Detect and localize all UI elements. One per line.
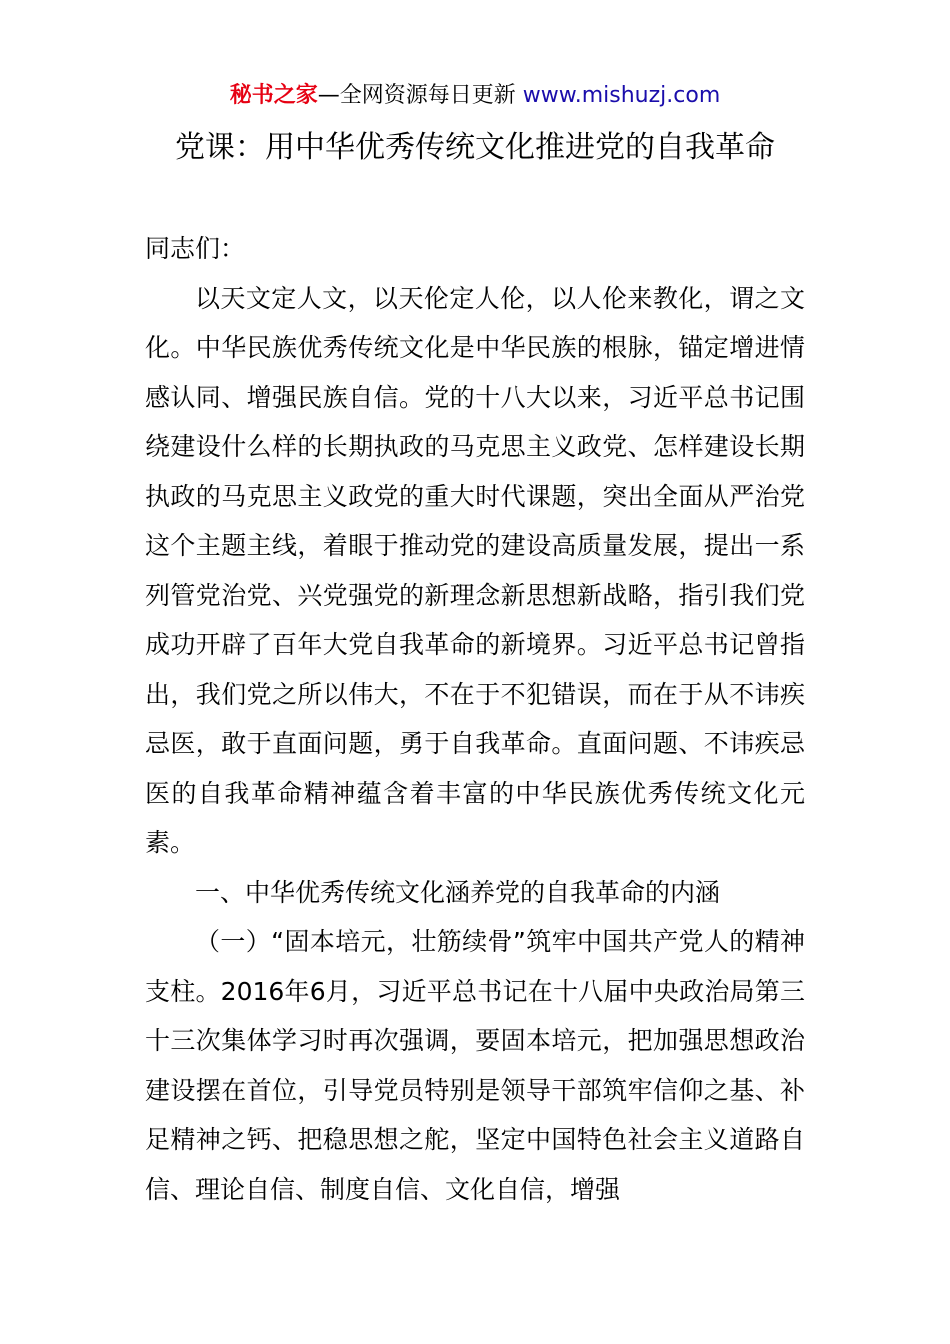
- paragraph-intro: 以天文定人文，以天伦定人伦，以人伦来教化，谓之文化。中华民族优秀传统文化是中华民族的根脉，锚定增进情感认同、增强民族自信。党的十八大以来，习近平总书记围绕建设什么样的长期执政的马克思主义政党、怎样建设长期执政的马克思主义政党的重大时代课题，突出全面从严治党这个主题主线，着眼于推动党的建设高质量发展，提出一系列管党治党、兴党强党的新理念新思想新战略，指引我们党成功开辟了百年大党自我革命的新境界。习近平总书记曾指出，我们党之所以伟大，不在于不犯错误，而在于从不讳疾忌医，敢于直面问题，勇于自我革命。直面问题、不讳疾忌医的自我革命精神蕴含着丰富的中华民族优秀传统文化元素。: [145, 283, 805, 857]
- paragraph-subsection-1: （一）“固本培元，壮筋续骨”筑牢中国共产党人的精神支柱。2016年6月，习近平总书记在十八届中央政治局第三十三次集体学习时再次强调，要固本培元，把加强思想政治建设摆在首位，引导党员特别是领导干部筑牢信仰之基、补足精神之钙、把稳思想之舵，坚定中国特色社会主义道路自信、理论自信、制度自信、文化自信，增强: [145, 927, 805, 1204]
- site-tagline: —全网资源每日更新: [317, 83, 523, 108]
- document-title: 党课：用中华优秀传统文化推进党的自我革命: [175, 130, 775, 165]
- brand-name: 秘书之家: [229, 83, 318, 108]
- site-header: [0, 80, 950, 112]
- section-heading-1: 一、中华优秀传统文化涵养党的自我革命的内涵: [195, 877, 721, 907]
- document-body: [145, 224, 805, 1214]
- salutation: 同志们：: [145, 234, 246, 263]
- site-url-link[interactable]: www.mishuzj.com: [522, 83, 721, 108]
